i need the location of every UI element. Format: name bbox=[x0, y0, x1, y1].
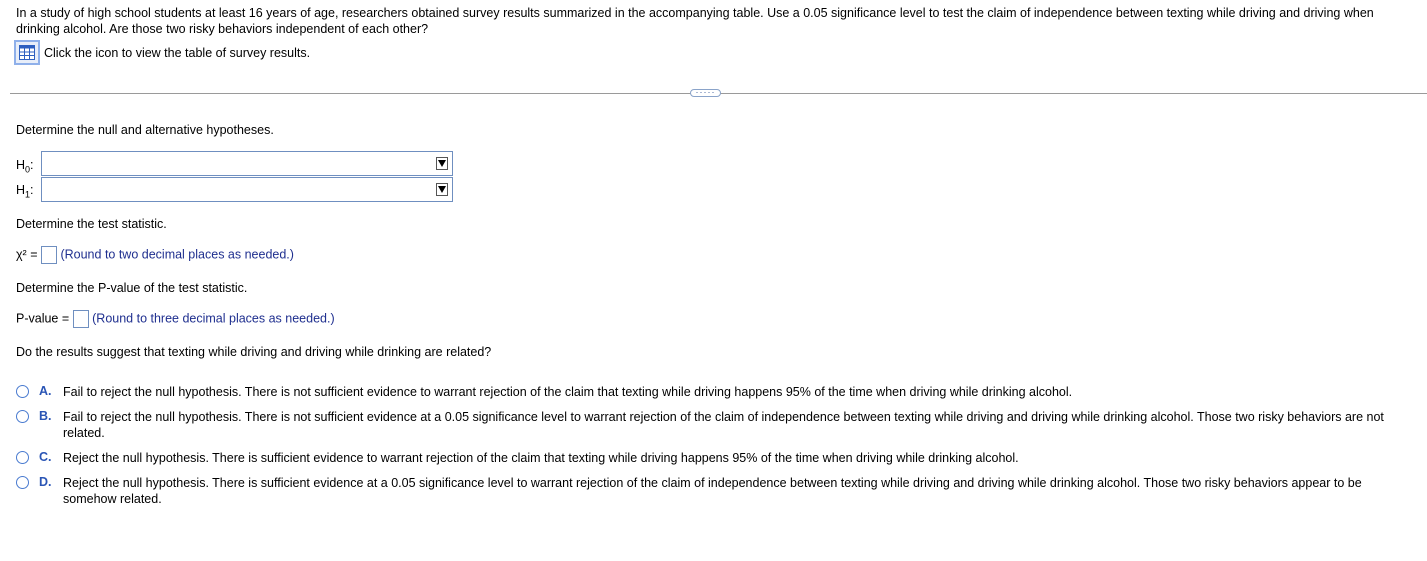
table-link-row bbox=[14, 40, 310, 65]
conclusion-prompt: Do the results suggest that texting while driving and driving while drinking are related? bbox=[16, 345, 492, 359]
dropdown-arrow-icon[interactable] bbox=[436, 157, 448, 170]
radio-d[interactable] bbox=[16, 476, 29, 489]
option-text: Reject the null hypothesis. There is sufficient evidence to warrant rejection of the claim that texting while driving happens 95% of the time when driving while drinking alcohol. bbox=[63, 451, 1019, 465]
radio-c[interactable] bbox=[16, 451, 29, 464]
test-statistic-row bbox=[16, 246, 294, 264]
chi-square-hint: (Round to two decimal places as needed.) bbox=[60, 247, 294, 262]
question-text: In a study of high school students at least 16 years of age, researchers obtained survey results summarized in the accompanying table. Use a 0.05 significance level to test the claim of independence between texting while driving and driving when drinking alcohol. Are those two risky behaviors independent of each other? bbox=[16, 6, 1374, 36]
option-d[interactable] bbox=[16, 475, 1416, 507]
chi-square-input[interactable] bbox=[41, 246, 57, 264]
option-c[interactable] bbox=[16, 450, 1416, 466]
option-letter: B. bbox=[39, 409, 52, 423]
option-text: Fail to reject the null hypothesis. There is not sufficient evidence at a 0.05 significance level to warrant rejection of the claim of independence between texting while driving and driving while drinking alcohol. Those two risky behaviors are not related. bbox=[63, 410, 1384, 440]
option-letter: D. bbox=[39, 475, 52, 489]
option-b[interactable] bbox=[16, 409, 1416, 441]
option-letter: A. bbox=[39, 384, 52, 398]
hypotheses-prompt: Determine the null and alternative hypotheses. bbox=[16, 123, 274, 137]
p-value-label: P-value = bbox=[16, 311, 70, 326]
option-a[interactable] bbox=[16, 384, 1416, 400]
h1-dropdown[interactable] bbox=[41, 177, 453, 202]
h0-label: $H_0$: bbox=[16, 158, 34, 175]
test-statistic-prompt: Determine the test statistic. bbox=[16, 217, 167, 231]
option-letter: C. bbox=[39, 450, 52, 464]
chi-square-label: χ² = bbox=[16, 247, 38, 262]
h0-dropdown[interactable] bbox=[41, 151, 453, 176]
p-value-hint: (Round to three decimal places as needed.) bbox=[92, 311, 335, 326]
option-text: Fail to reject the null hypothesis. There is not sufficient evidence to warrant rejection of the claim that texting while driving happens 95% of the time when driving while drinking alcohol. bbox=[63, 385, 1073, 399]
dropdown-arrow-icon[interactable] bbox=[436, 183, 448, 196]
table-link-text: Click the icon to view the table of survey results. bbox=[44, 45, 311, 60]
option-text: Reject the null hypothesis. There is sufficient evidence at a 0.05 significance level to warrant rejection of the claim of independence between texting while driving and driving while drinking alcohol. Those two risky behaviors appear to be somehow related. bbox=[63, 476, 1362, 506]
p-value-prompt: Determine the P-value of the test statistic. bbox=[16, 281, 248, 295]
table-icon[interactable] bbox=[14, 40, 40, 65]
p-value-row bbox=[16, 310, 335, 328]
radio-b[interactable] bbox=[16, 410, 29, 423]
expand-button[interactable]: ····· bbox=[690, 89, 721, 97]
p-value-input[interactable] bbox=[73, 310, 89, 328]
radio-a[interactable] bbox=[16, 385, 29, 398]
h1-label: $H_1$: bbox=[16, 183, 34, 200]
